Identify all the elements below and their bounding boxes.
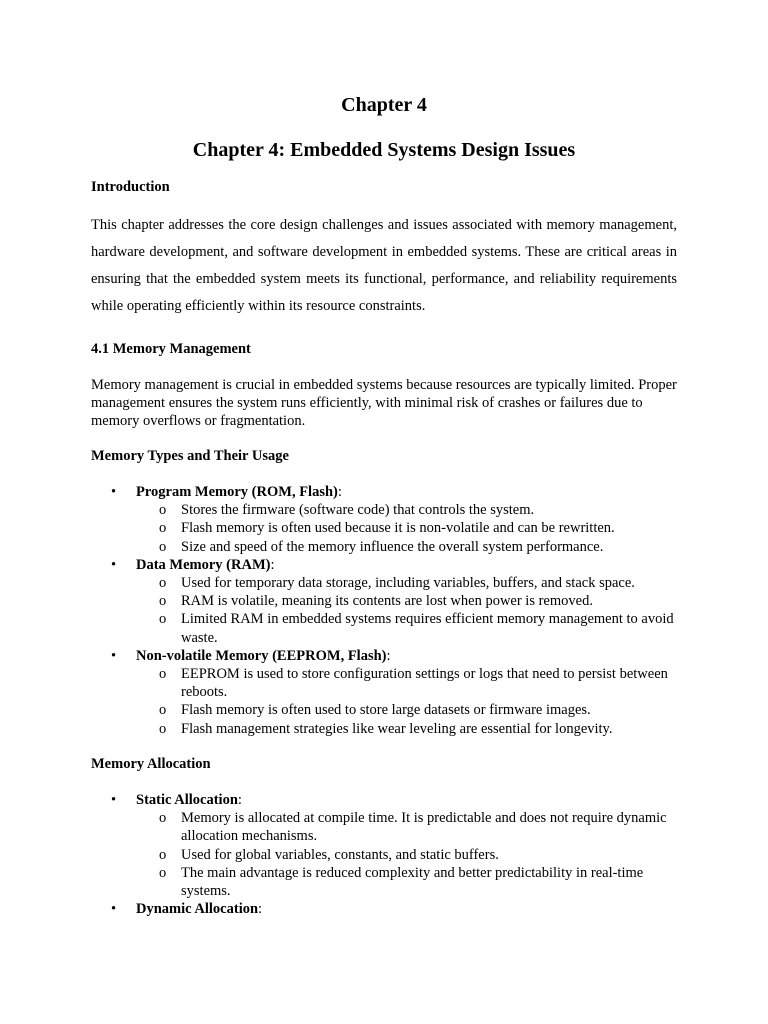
sub-list-item-text: The main advantage is reduced complexity and better predictability in real-time systems. [181, 864, 644, 900]
sub-list-item [136, 519, 681, 537]
sub-list-item [136, 574, 681, 592]
sub-list-item-text: Flash memory is often used to store large datasets or firmware images. [181, 702, 591, 719]
sub-list-item-text: Flash memory is often used because it is non-volatile and can be rewritten. [181, 520, 615, 537]
sub-list-item-text: Size and speed of the memory influence the overall system performance. [181, 538, 604, 555]
memory-allocation-heading: Memory Allocation [91, 756, 211, 772]
sub-list [136, 809, 681, 900]
sub-list-item-text: Flash management strategies like wear leveling are essential for longevity. [181, 720, 613, 737]
bullet-icon: • [111, 901, 117, 918]
sub-list-item [136, 701, 681, 719]
list-item-suffix: : [237, 792, 242, 808]
intro-heading: Introduction [91, 179, 170, 195]
sub-list-item [136, 864, 681, 900]
sub-list [136, 501, 681, 556]
list-item-title: Data Memory (RAM) [136, 556, 271, 573]
chapter-label: Chapter 4 [341, 94, 427, 116]
sub-bullet-icon: o [159, 810, 167, 827]
list-item-title: Non-volatile Memory (EEPROM, Flash) [136, 647, 387, 664]
sub-bullet-icon: o [159, 593, 167, 610]
sub-bullet-icon: o [159, 702, 167, 719]
sub-list-item [136, 809, 681, 845]
list-item-suffix: : [337, 484, 342, 500]
sub-bullet-icon: o [159, 846, 167, 863]
list-item-suffix: : [258, 901, 263, 918]
sub-bullet-icon: o [159, 666, 167, 683]
sub-bullet-icon: o [159, 520, 167, 537]
section-heading-memory-management: 4.1 Memory Management [91, 341, 251, 357]
sub-list-item [136, 592, 681, 610]
sub-list-item-text: Stores the firmware (software code) that controls the system. [181, 502, 535, 519]
list-item-suffix: : [386, 647, 391, 664]
sub-list-item-text: Used for temporary data storage, including variables, buffers, and stack space. [181, 575, 635, 592]
list-item [91, 556, 681, 647]
sub-bullet-icon: o [159, 502, 167, 519]
memory-types-heading: Memory Types and Their Usage [91, 448, 289, 464]
chapter-title: Chapter 4: Embedded Systems Design Issues [192, 139, 576, 161]
sub-list-item-text: Used for global variables, constants, and static buffers. [181, 846, 499, 863]
list-item-suffix: : [270, 556, 275, 573]
sub-bullet-icon: o [159, 538, 167, 555]
sub-list [136, 574, 681, 647]
sub-list-item [136, 846, 681, 864]
bullet-icon: • [111, 556, 117, 573]
sub-list-item [136, 720, 681, 738]
bullet-icon: • [111, 792, 117, 808]
sub-bullet-icon: o [159, 575, 167, 592]
memory-management-paragraph: Memory management is crucial in embedded systems because resources are typically limited. Proper management ensures the system runs efficiently, with minimal risk of crashes or failures due to memory overflows or fragmentation. [91, 377, 677, 429]
sub-list-item [136, 610, 681, 646]
memory-allocation-list [91, 791, 681, 918]
sub-list-item [136, 665, 681, 701]
sub-list-item-text: Limited RAM in embedded systems requires efficient memory management to avoid waste. [181, 611, 674, 646]
bullet-icon: • [111, 484, 117, 500]
list-item [91, 483, 681, 556]
list-item [91, 791, 681, 900]
sub-bullet-icon: o [159, 864, 167, 881]
sub-list-item-text: Memory is allocated at compile time. It is predictable and does not require dynamic allocation mechanisms. [181, 810, 667, 845]
list-item [91, 900, 681, 918]
list-item-title: Dynamic Allocation [136, 901, 259, 918]
bullet-icon: • [111, 647, 117, 664]
sub-list-item [136, 501, 681, 519]
list-item-title: Static Allocation [136, 792, 238, 808]
sub-list-item-text: EEPROM is used to store configuration settings or logs that need to persist between reboots. [181, 666, 668, 701]
memory-types-list [91, 483, 681, 738]
list-item-title: Program Memory (ROM, Flash) [136, 484, 338, 500]
sub-bullet-icon: o [159, 720, 167, 737]
sub-list [136, 665, 681, 738]
list-item [91, 647, 681, 738]
sub-list-item-text: RAM is volatile, meaning its contents are lost when power is removed. [181, 593, 593, 610]
sub-list-item [136, 538, 681, 556]
intro-paragraph: This chapter addresses the core design challenges and issues associated with memory management, hardware development, and software development in embedded systems. These are critical areas in ensuring that the embedded system meets its functional, performance, and reliability requirements while operating efficiently within its resource constraints. [91, 217, 677, 314]
sub-bullet-icon: o [159, 611, 167, 628]
